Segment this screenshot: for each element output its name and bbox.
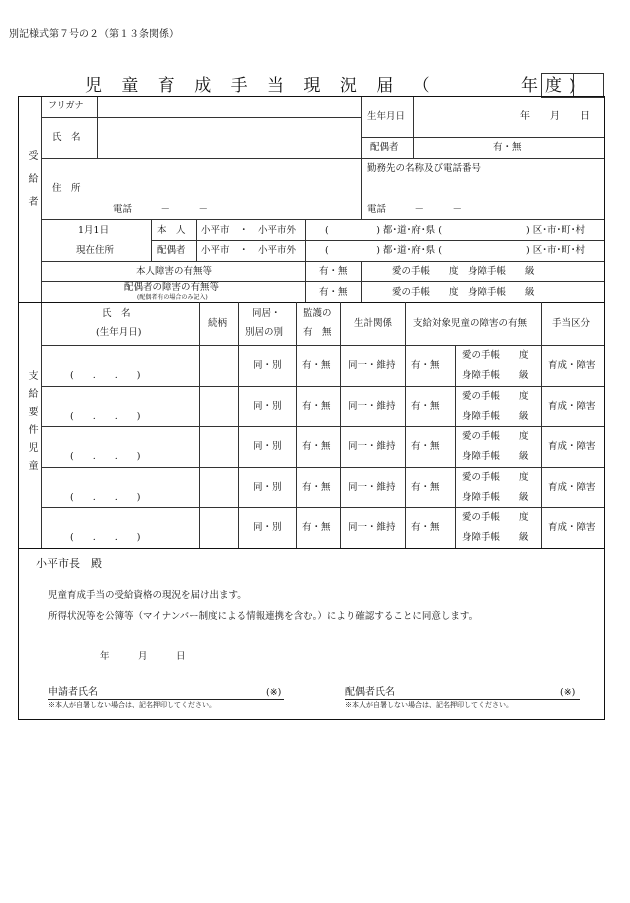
child-row-1-ai[interactable]: 愛の手帳 度: [462, 350, 529, 361]
child-row-1-livelihood[interactable]: 同一・維持: [348, 360, 396, 371]
col-relation: 続柄: [208, 318, 228, 329]
child-row-3-custody[interactable]: 有・無: [302, 441, 331, 452]
child-row-1-shin[interactable]: 身障手帳 級: [462, 370, 529, 381]
child-row-1-custody[interactable]: 有・無: [302, 360, 331, 371]
spouse-disability-note: (配偶者有の場合のみ記入): [137, 294, 208, 301]
birthdate-value[interactable]: 年 月 日: [520, 111, 590, 122]
child-row-1-cohab[interactable]: 同・別: [253, 360, 282, 371]
child-row-4-birth[interactable]: ( . . ): [70, 492, 141, 503]
child-row-3-livelihood[interactable]: 同一・維持: [348, 441, 396, 452]
col-child-birth: (生年月日): [96, 327, 142, 338]
child-row-4-cohab[interactable]: 同・別: [253, 482, 282, 493]
col-disability: 支給対象児童の障害の有無: [413, 318, 528, 329]
col-cohab: 同居・: [252, 308, 281, 319]
recipient-side-label: 受給者: [26, 150, 37, 219]
child-row-5-category[interactable]: 育成・障害: [548, 522, 596, 533]
receipt-box-2: [572, 73, 604, 98]
child-row-4-ai[interactable]: 愛の手帳 度: [462, 472, 529, 483]
child-row-4-livelihood[interactable]: 同一・維持: [348, 482, 396, 493]
child-row-2-cohab[interactable]: 同・別: [253, 401, 282, 412]
spouse-disability-label: 配偶者の障害の有無等: [124, 282, 220, 293]
declaration-line-2: 所得状況等を公簿等（マイナンバー制度による情報連携を含む。）により確認することに同意します。: [48, 611, 479, 622]
child-row-4-custody[interactable]: 有・無: [302, 482, 331, 493]
spouse-ward[interactable]: ) 区･市･町･村: [526, 245, 585, 256]
child-row-1-disability[interactable]: 有・無: [411, 360, 440, 371]
spouse-disability-choice[interactable]: 有・無: [319, 287, 348, 298]
child-row-2-shin[interactable]: 身障手帳 級: [462, 411, 529, 422]
child-row-3-ai[interactable]: 愛の手帳 度: [462, 431, 529, 442]
spouse-mark: (※): [560, 687, 576, 698]
form-number: 別記様式第７号の２（第１３条関係）: [9, 29, 179, 40]
child-row-5-ai[interactable]: 愛の手帳 度: [462, 512, 529, 523]
spouse-signature-label: 配偶者氏名: [345, 687, 395, 698]
col-custody-2: 有 無: [303, 327, 332, 338]
child-row-5-shin[interactable]: 身障手帳 級: [462, 532, 529, 543]
child-row-1-birth[interactable]: ( . . ): [70, 370, 141, 381]
furigana-label: フリガナ: [48, 101, 84, 111]
child-row-1-category[interactable]: 育成・障害: [548, 360, 596, 371]
receipt-box-1: [541, 73, 574, 98]
child-row-2-disability[interactable]: 有・無: [411, 401, 440, 412]
furigana-field[interactable]: [98, 98, 360, 116]
self-disability-label: 本人障害の有無等: [136, 266, 213, 277]
col-category: 手当区分: [552, 318, 591, 329]
jan1-label: 1月1日: [78, 225, 110, 236]
name-label: 氏 名: [52, 132, 81, 143]
work-phone-label: 電話 － －: [367, 204, 463, 215]
child-row-2-category[interactable]: 育成・障害: [548, 401, 596, 412]
addressee: 小平市長 殿: [36, 557, 102, 570]
child-row-3-disability[interactable]: 有・無: [411, 441, 440, 452]
child-row-4-shin[interactable]: 身障手帳 級: [462, 492, 529, 503]
address-label: 住 所: [52, 183, 81, 194]
child-row-2-custody[interactable]: 有・無: [302, 401, 331, 412]
col-cohab-2: 別居の別: [245, 327, 284, 338]
col-child-name: 氏 名: [102, 308, 131, 319]
spouse-disability-detail[interactable]: 愛の手帳 度 身障手帳 級: [392, 287, 535, 298]
child-row-2-livelihood[interactable]: 同一・維持: [348, 401, 396, 412]
name-field[interactable]: [98, 118, 360, 157]
workplace-field[interactable]: [362, 176, 602, 200]
spouse-row-label: 配偶者: [157, 245, 186, 256]
self-prefecture[interactable]: ( ) 都･道･府･県 (: [325, 225, 442, 236]
birthdate-label: 生年月日: [367, 111, 406, 122]
child-row-3-category[interactable]: 育成・障害: [548, 441, 596, 452]
col-livelihood: 生計関係: [354, 318, 393, 329]
child-row-3-birth[interactable]: ( . . ): [70, 451, 141, 462]
self-disability-choice[interactable]: 有・無: [319, 266, 348, 277]
child-row-5-cohab[interactable]: 同・別: [253, 522, 282, 533]
spouse-prefecture[interactable]: ( ) 都･道･府･県 (: [325, 245, 442, 256]
child-row-4-disability[interactable]: 有・無: [411, 482, 440, 493]
children-side-label: 支給要件児童: [26, 370, 37, 478]
self-ward[interactable]: ) 区･市･町･村: [526, 225, 585, 236]
spouse-label: 配偶者: [370, 142, 399, 153]
address-field[interactable]: [98, 159, 360, 201]
applicant-note: ※本人が自署しない場合は、記名押印してください。: [48, 701, 216, 709]
child-row-5-disability[interactable]: 有・無: [411, 522, 440, 533]
declaration-line-1: 児童育成手当の受給資格の現況を届け出ます。: [48, 590, 247, 601]
jan1-label-2: 現在住所: [76, 245, 115, 256]
col-custody: 監護の: [303, 308, 332, 319]
spouse-note: ※本人が自署しない場合は、記名押印してください。: [345, 701, 513, 709]
applicant-label: 申請者氏名: [48, 687, 98, 698]
spouse-value[interactable]: 有・無: [493, 142, 522, 153]
child-row-3-shin[interactable]: 身障手帳 級: [462, 451, 529, 462]
applicant-mark: (※): [266, 687, 282, 698]
child-row-5-custody[interactable]: 有・無: [302, 522, 331, 533]
child-row-2-birth[interactable]: ( . . ): [70, 411, 141, 422]
child-row-5-birth[interactable]: ( . . ): [70, 532, 141, 543]
self-disability-detail[interactable]: 愛の手帳 度 身障手帳 級: [392, 266, 535, 277]
self-label: 本 人: [157, 225, 186, 236]
workplace-label: 勤務先の名称及び電話番号: [367, 163, 482, 174]
spouse-city-choice[interactable]: 小平市 ・ 小平市外: [201, 245, 297, 256]
phone-label: 電話 － －: [113, 204, 209, 215]
self-city-choice[interactable]: 小平市 ・ 小平市外: [201, 225, 297, 236]
child-row-2-ai[interactable]: 愛の手帳 度: [462, 391, 529, 402]
child-row-4-category[interactable]: 育成・障害: [548, 482, 596, 493]
child-row-5-livelihood[interactable]: 同一・維持: [348, 522, 396, 533]
page-title: 児 童 育 成 手 当 現 況 届 （ 年度): [85, 76, 583, 96]
child-row-3-cohab[interactable]: 同・別: [253, 441, 282, 452]
declaration-date[interactable]: 年 月 日: [100, 651, 186, 662]
